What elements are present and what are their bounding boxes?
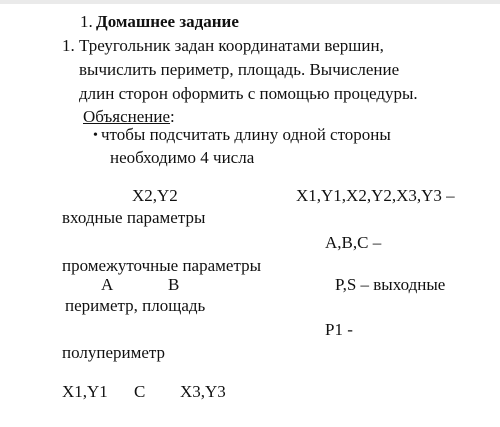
explanation-line-2: необходимо 4 числа [110,148,255,167]
explanation-label: Объяснение [83,107,171,126]
task-line-2: вычислить периметр, площадь. Вычисление [79,60,400,79]
explanation-colon: : [170,107,175,126]
x3y3-label: X3,Y3 [180,382,226,401]
input-params: X1,Y1,X2,Y2,X3,Y3 – [296,186,455,205]
output-params: P,S – выходные [335,275,446,294]
semiperimeter-label: полупериметр [62,343,166,362]
task-line-1: Треугольник задан координатами вершин, [79,36,384,55]
p1-label: P1 - [325,320,353,339]
output-params-desc: периметр, площадь [65,296,206,315]
x2y2-label: X2,Y2 [132,186,178,205]
intermediate-params-label: промежуточные параметры [62,256,262,275]
page-title: Домашнее задание [96,12,239,31]
abc-label: A,B,C – [325,233,382,252]
task-number: 1. [62,36,75,55]
task-line-3: длин сторон оформить с помощью процедуры. [79,84,418,103]
page-edge [0,0,500,4]
explanation-heading [83,107,175,127]
bullet-icon: • [93,128,98,143]
heading-number: 1. [80,12,93,31]
side-b-label: B [168,275,180,294]
explanation-line-1: чтобы подсчитать длину одной стороны [101,125,391,144]
side-a-label: A [101,275,114,294]
input-params-label: входные параметры [62,208,206,227]
side-c-label: C [134,382,146,401]
x1y1-label: X1,Y1 [62,382,108,401]
